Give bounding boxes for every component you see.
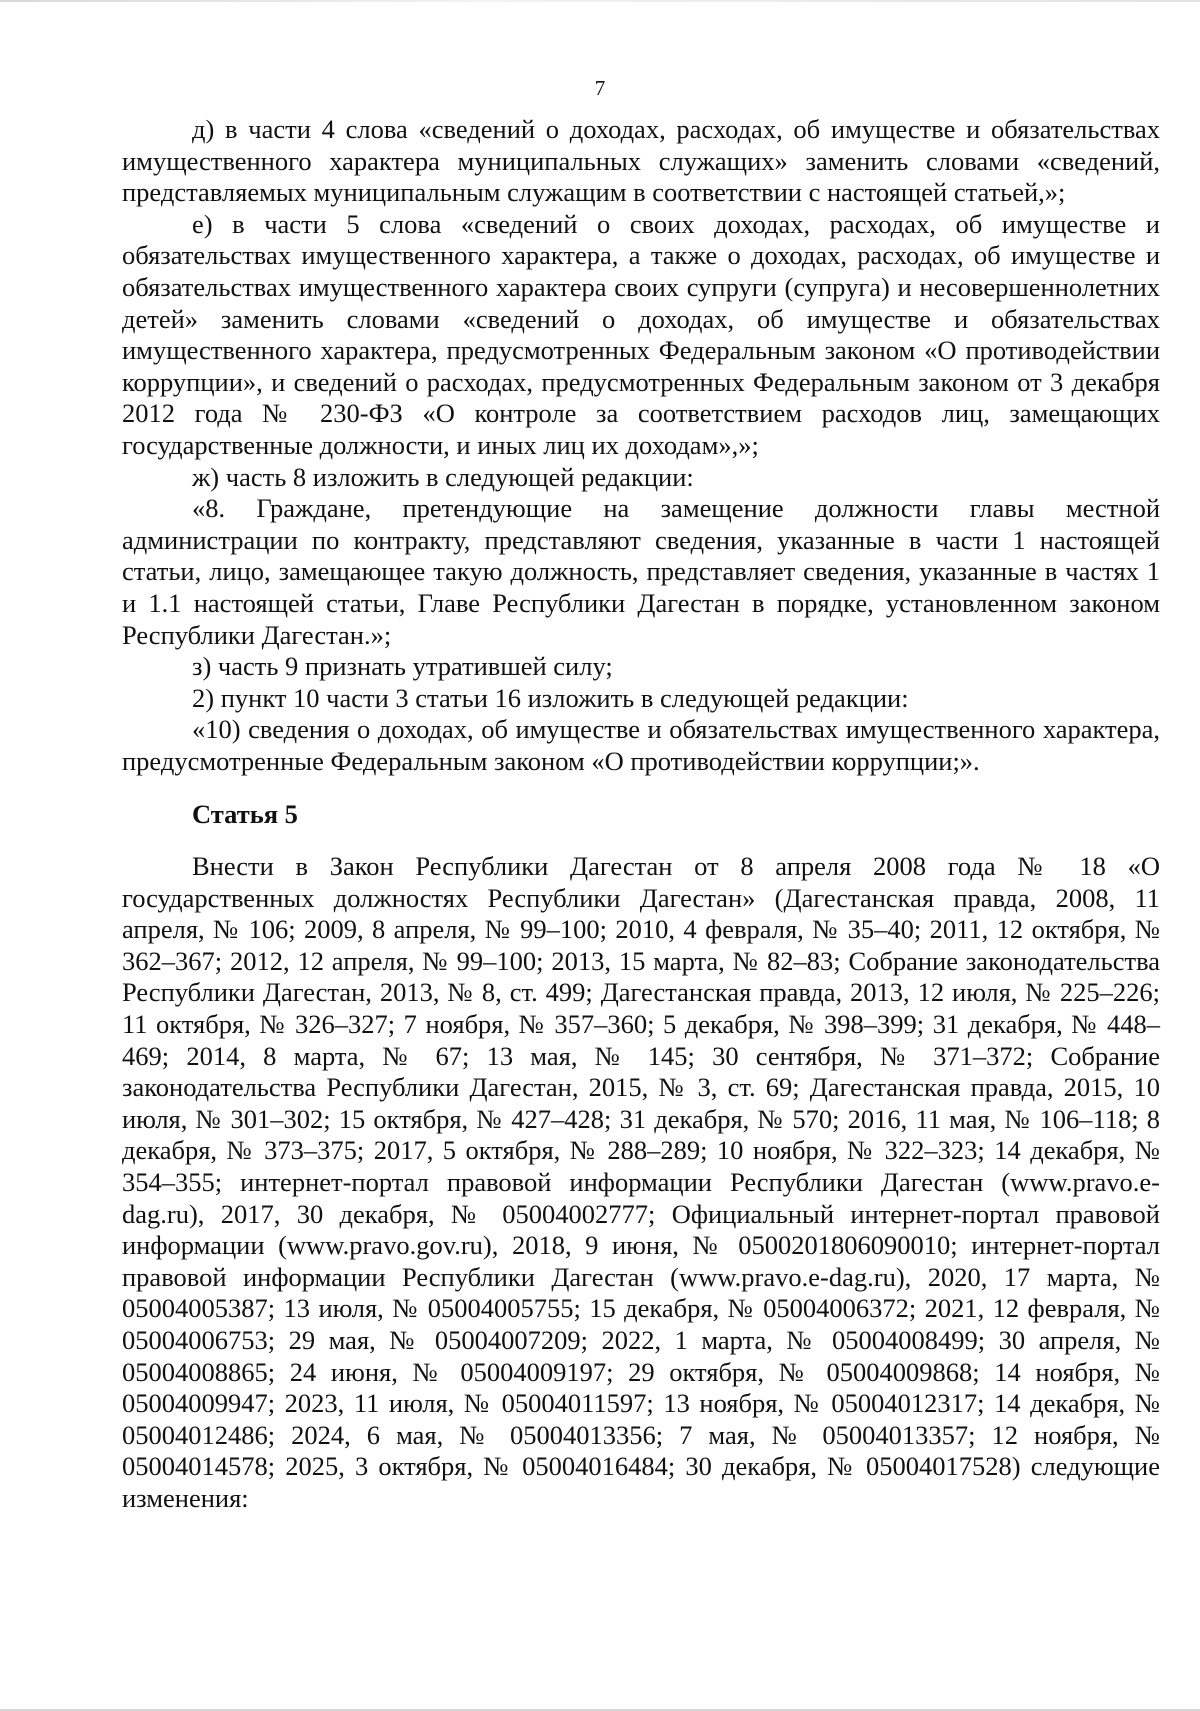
article-5-paragraph: Внести в Закон Республики Дагестан от 8 апреля 2008 года № 18 «О государственных должностях Республики Дагестан» (Дагестанская правда, 2008, 11 апреля, № 106; 2009, 8 апреля, № 99–100; 2010, 4 февраля, № 35–40; 2011, 12 октября, № 362–367; 2012, 12 апреля, № 99–100; 2013, 15 марта, № 82–83; Собрание законодательства Республики Дагестан, 2013, № 8, ст. 499; Дагестанская правда, 2013, 12 июля, № 225–226; 11 октября, № 326–327; 7 ноября, № 357–360; 5 декабря, № 398–399; 31 декабря, № 448–469; 2014, 8 марта, № 67; 13 мая, № 145; 30 сентября, № 371–372; Собрание законодательства Республики Дагестан, 2015, № 3, ст. 69; Дагестанская правда, 2015, 10 июля, № 301–302; 15 октября, № 427–428; 31 декабря, № 570; 2016, 11 мая, № 106–118; 8 декабря, № 373–375; 2017, 5 октября, № 288–289; 10 ноября, № 322–323; 14 декабря, № 354–355; интернет-портал правовой информации Республики Дагестан (www.pravo.e-dag.ru), 2017, 30 декабря, № 05004002777; Официальный интернет-портал правовой информации (www.pravo.gov.ru), 2018, 9 июня, № 0500201806090010; интернет-портал правовой информации Республики Дагестан (www.pravo.e-dag.ru), 2020, 17 марта, № 05004005387; 13 июля, № 05004005755; 15 декабря, № 05004006372; 2021, 12 февраля, № 05004006753; 29 мая, № 05004007209; 2022, 1 марта, № 05004008499; 30 апреля, № 05004008865; 24 июня, № 05004009197; 29 октября, № 05004009868; 14 ноября, № 05004009947; 2023, 11 июля, № 05004011597; 13 ноября, № 05004012317; 14 декабря, № 05004012486; 2024, 6 мая, № 05004013356; 7 мая, № 05004013357; 12 ноября, № 05004014578; 2025, 3 октября, № 05004016484; 30 декабря, № 05004017528) следующие изменения: <box>122 851 1160 1513</box>
paragraph-item-e: е) в части 5 слова «сведений о своих доходах, расходах, об имуществе и обязательствах имущественного характера, а также о доходах, расходах, об имуществе и обязательствах имущественного характера своих супруги (супруга) и несовершеннолетних детей» заменить словами «сведений о доходах, об имуществе и обязательствах имущественного характера, предусмотренных Федеральным законом «О противодействии коррупции», и сведений о расходах, предусмотренных Федеральным законом от 3 декабря 2012 года № 230-ФЗ «О контроле за соответствием расходов лиц, замещающих государственные должности, и иных лиц их доходам»,»; <box>122 208 1160 460</box>
scan-edge-top <box>0 0 1200 2</box>
article-heading: Статья 5 <box>192 799 298 830</box>
paragraph-item-d: д) в части 4 слова «сведений о доходах, расходах, об имуществе и обязательствах имущественного характера муниципальных служащих» заменить словами «сведений, представляемых муниципальным служащим в соответствии с настоящей статьей,»; <box>122 114 1160 208</box>
paragraph-item-z: з) часть 9 признать утратившей силу; <box>192 651 613 682</box>
page-number: 7 <box>594 76 606 100</box>
document-body <box>122 114 1160 1515</box>
paragraph-part-8-text: «8. Граждане, претендующие на замещение должности главы местной администрации по контракту, представляют сведения, указанные в части 1 настоящей статьи, лицо, замещающее такую должность, представляет сведения, указанные в частях 1 и 1.1 настоящей статьи, Главе Республики Дагестан в порядке, установленном законом Республики Дагестан.»; <box>122 493 1160 650</box>
paragraph-item-zh: ж) часть 8 изложить в следующей редакции: <box>192 461 694 492</box>
paragraph-point-10-text: «10) сведения о доходах, об имуществе и обязательствах имущественного характера, предусмотренные Федеральным законом «О противодействии коррупции;». <box>122 714 1160 776</box>
paragraph-point-2: 2) пункт 10 части 3 статьи 16 изложить в следующей редакции: <box>192 682 909 713</box>
